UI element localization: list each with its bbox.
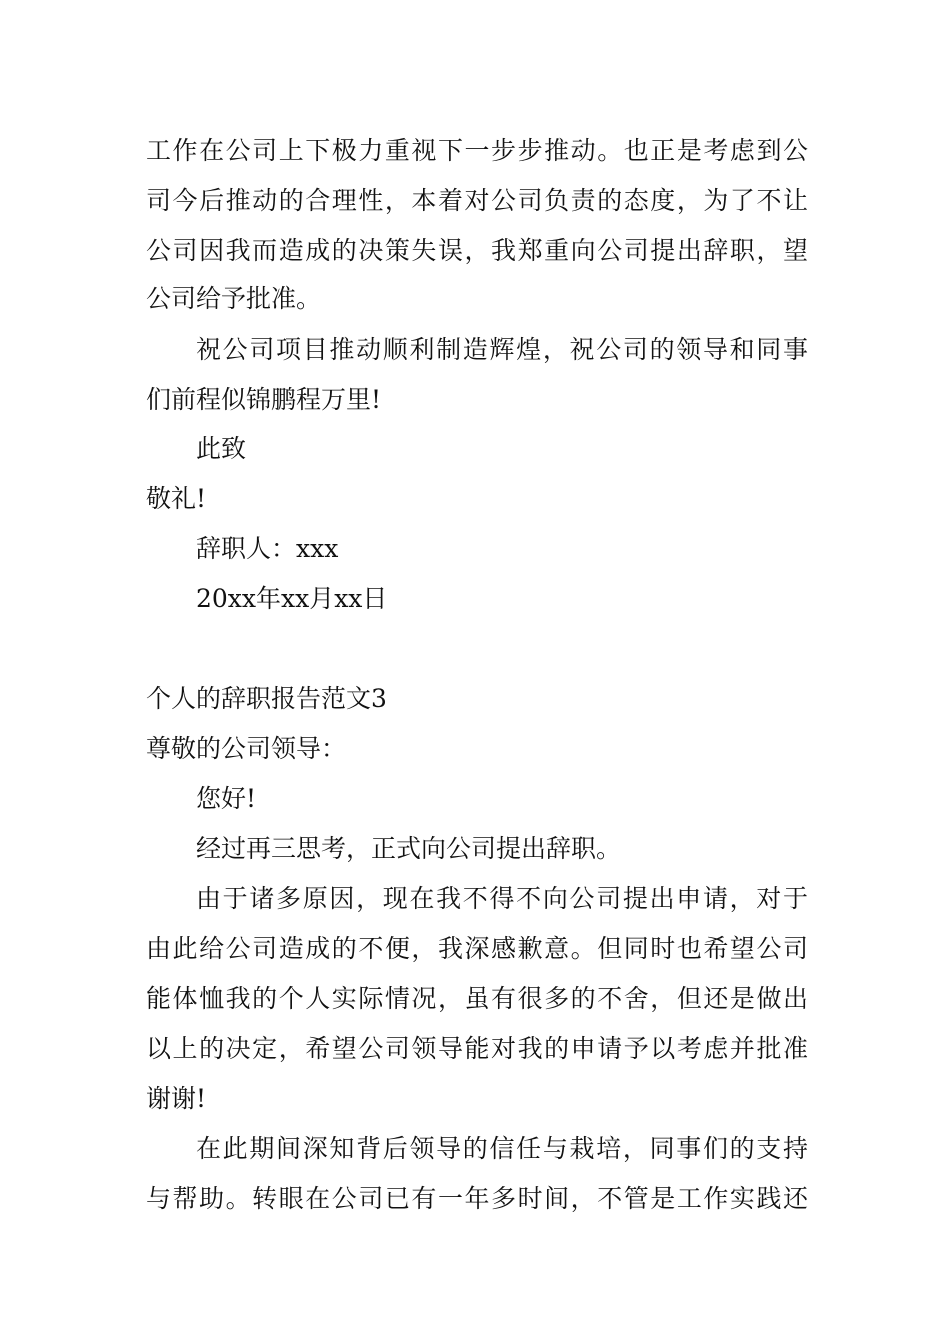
- section-title: 个人的辞职报告范文3: [146, 684, 387, 713]
- paragraph-line: 由于诸多原因，现在我不得不向公司提出申请，对于: [196, 884, 808, 913]
- closing-salutation: 此致: [196, 434, 247, 463]
- letter-salutation: 尊敬的公司领导：: [146, 734, 347, 763]
- paragraph-line: 公司给予批准。: [146, 284, 322, 313]
- paragraph-line: 谢谢!: [146, 1084, 207, 1113]
- signer-name: 辞职人：xxx: [196, 534, 339, 563]
- paragraph-line: 公司因我而造成的决策失误，我郑重向公司提出辞职，望: [146, 236, 808, 265]
- paragraph-line: 司今后推动的合理性，本着对公司负责的态度，为了不让: [146, 186, 808, 215]
- paragraph-line: 祝公司项目推动顺利制造辉煌，祝公司的领导和同事: [196, 335, 808, 364]
- paragraph-line: 由此给公司造成的不便，我深感歉意。但同时也希望公司: [146, 934, 808, 963]
- paragraph-line: 工作在公司上下极力重视下一步步推动。也正是考虑到公: [146, 136, 808, 165]
- closing-regards: 敬礼!: [146, 484, 207, 513]
- signature-date: 20xx年xx月xx日: [196, 584, 388, 613]
- paragraph-line: 们前程似锦鹏程万里!: [146, 385, 382, 414]
- paragraph-line: 在此期间深知背后领导的信任与栽培，同事们的支持: [196, 1134, 808, 1163]
- paragraph-line: 与帮助。转眼在公司已有一年多时间，不管是工作实践还: [146, 1184, 808, 1213]
- paragraph-line: 经过再三思考，正式向公司提出辞职。: [196, 834, 622, 863]
- greeting-line: 您好!: [196, 784, 257, 813]
- paragraph-line: 能体恤我的个人实际情况，虽有很多的不舍，但还是做出: [146, 984, 808, 1013]
- paragraph-line: 以上的决定，希望公司领导能对我的申请予以考虑并批准: [146, 1034, 808, 1063]
